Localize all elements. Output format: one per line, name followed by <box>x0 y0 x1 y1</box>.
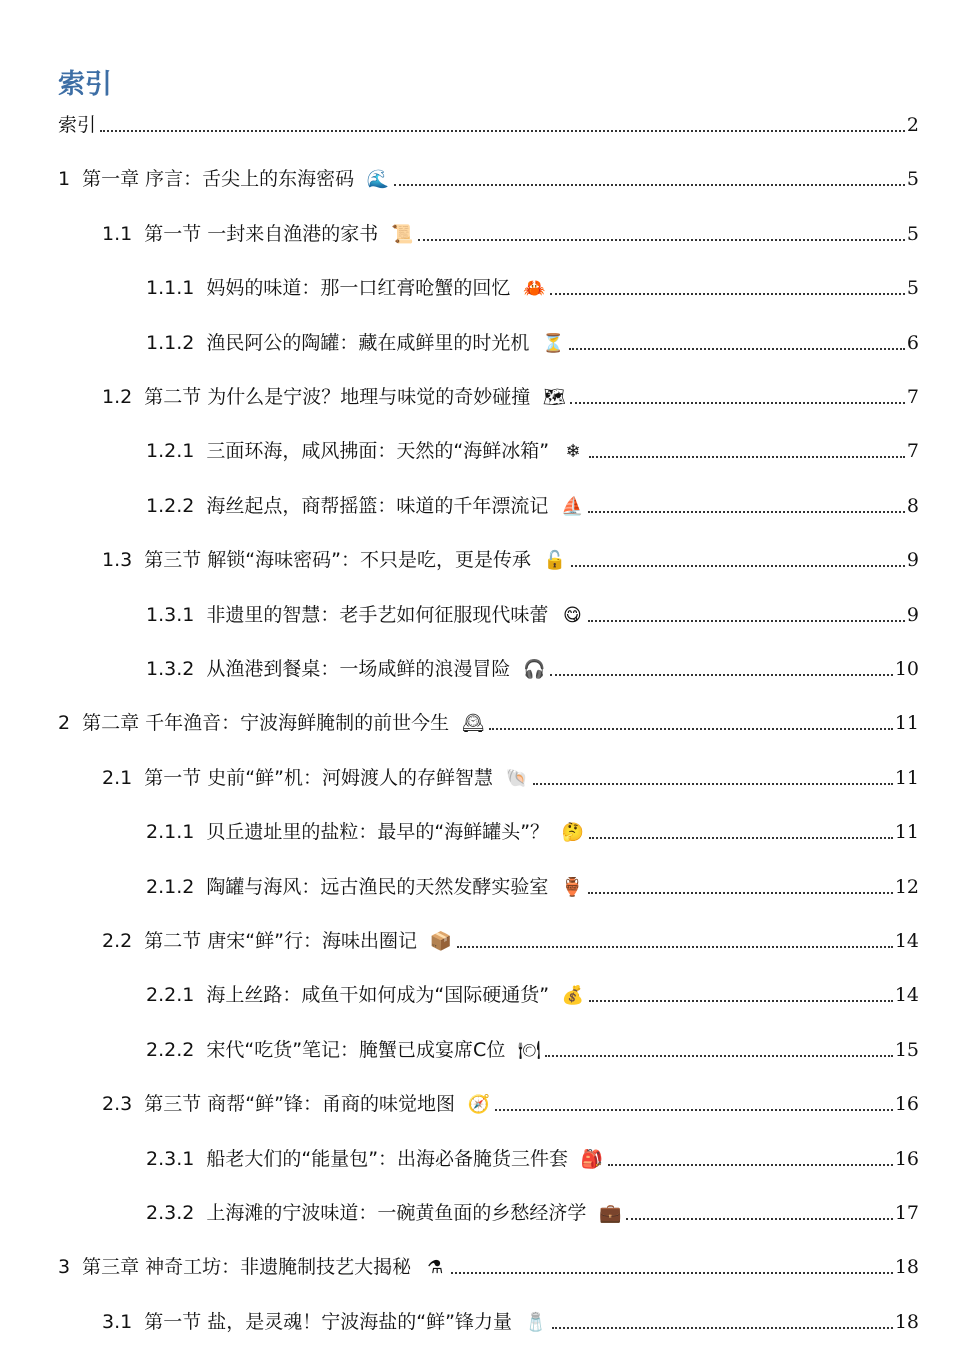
toc-page-number: 2 <box>906 114 919 136</box>
toc-number: 1.3.1 <box>146 603 195 626</box>
dot-leader <box>589 836 893 839</box>
compass-icon: 🧭 <box>467 1094 491 1116</box>
toc-row[interactable] <box>146 652 919 682</box>
toc-title: 渔民阿公的陶罐：藏在咸鲜里的时光机 <box>206 331 530 354</box>
toc-page-number: 9 <box>906 549 919 572</box>
toc-page-number: 11 <box>894 712 919 735</box>
toc-row[interactable] <box>102 380 919 410</box>
toc-page-number: 6 <box>906 331 919 354</box>
toc-row[interactable] <box>146 434 919 464</box>
toc-page-number: 16 <box>894 1093 919 1116</box>
thinking-face-icon: 🤔 <box>561 822 585 844</box>
toc-number: 2.2 <box>102 930 133 952</box>
dot-leader <box>550 292 905 295</box>
toc-row[interactable] <box>146 598 919 628</box>
dot-leader <box>589 455 905 458</box>
scroll-icon: 📜 <box>391 223 414 245</box>
dot-leader <box>457 945 893 948</box>
snowflake-icon: ❄ <box>565 441 581 463</box>
toc-title: 船老大们的“能量包”：出海必备腌货三件套 <box>206 1147 569 1170</box>
toc-row[interactable] <box>58 1250 919 1280</box>
dot-leader <box>588 510 905 513</box>
plate-cutlery-icon: 🍽 <box>517 1039 541 1061</box>
toc-number: 1.1.1 <box>146 277 195 300</box>
toc-title: 第一节 一封来自渔港的家书 <box>144 222 379 245</box>
toc-title: 第二节 唐宋“鲜”行：海味出圈记 <box>144 930 417 952</box>
toc-page-number: 18 <box>894 1310 919 1333</box>
alembic-icon: ⚗ <box>427 1257 444 1279</box>
toc-row[interactable] <box>102 1087 919 1117</box>
toc-number: 1.1 <box>102 222 133 245</box>
wave-icon: 🌊 <box>366 169 390 191</box>
dot-leader <box>100 129 905 132</box>
dot-leader <box>489 727 893 730</box>
toc-row[interactable] <box>58 706 919 736</box>
dot-leader <box>588 891 892 894</box>
dot-leader <box>552 1326 893 1329</box>
toc-page-number: 17 <box>894 1202 919 1224</box>
toc-page-number: 12 <box>894 875 919 898</box>
toc-page-number: 14 <box>894 930 919 952</box>
toc-title: 第三节 商帮“鲜”锋：甬商的味觉地图 <box>144 1093 455 1116</box>
dot-leader <box>495 1108 893 1111</box>
toc-row[interactable] <box>102 1305 919 1335</box>
toc-title: 第二章 千年渔音：宁波海鲜腌制的前世今生 <box>82 712 450 735</box>
toc-title: 第一章 序言：舌尖上的东海密码 <box>82 168 355 191</box>
toc-page-number: 5 <box>906 277 919 300</box>
toc-number: 3.1 <box>102 1310 133 1333</box>
toc-number: 1 <box>58 168 71 191</box>
toc-title: 非遗里的智慧：老手艺如何征服现代味蕾 <box>206 603 549 626</box>
dot-leader <box>569 347 905 350</box>
toc-row[interactable] <box>102 924 919 954</box>
toc-title: 三面环海，咸风拂面：天然的“海鲜冰箱” <box>206 440 550 463</box>
toc-page-number: 9 <box>906 603 919 626</box>
dot-leader <box>394 183 905 186</box>
package-icon: 📦 <box>429 931 453 952</box>
amphora-icon: 🏺 <box>561 876 584 898</box>
briefcase-icon: 💼 <box>599 1203 622 1224</box>
toc-number: 2.2.1 <box>146 984 195 1007</box>
toc-page-number: 10 <box>894 658 919 680</box>
mantel-clock-icon: 🕰 <box>461 713 485 735</box>
map-icon: 🗺 <box>542 387 566 408</box>
crab-icon: 🦀 <box>523 278 546 300</box>
toc-row[interactable] <box>102 217 919 247</box>
toc-number: 2.1.2 <box>146 875 195 898</box>
dot-leader <box>588 619 905 622</box>
shell-icon: 🐚 <box>505 767 529 789</box>
toc-row[interactable] <box>58 108 919 138</box>
toc-title: 索引 <box>58 114 97 136</box>
page-title: 索引 <box>58 69 112 100</box>
toc-page-number: 18 <box>894 1256 919 1279</box>
toc-title: 妈妈的味道：那一口红膏呛蟹的回忆 <box>206 277 511 300</box>
toc-title: 第一节 盐，是灵魂！宁波海盐的“鲜”锋力量 <box>144 1310 512 1333</box>
toc-page-number: 16 <box>894 1147 919 1170</box>
toc-number: 2.1.1 <box>146 821 195 844</box>
toc-title: 贝丘遗址里的盐粒：最早的“海鲜罐头”？ <box>206 821 550 844</box>
toc-number: 1.3.2 <box>146 658 195 680</box>
dot-leader <box>533 782 893 785</box>
toc-row[interactable] <box>146 489 919 519</box>
toc-number: 1.2.1 <box>146 440 195 463</box>
dot-leader <box>589 999 893 1002</box>
toc-title: 第一节 史前“鲜”机：河姆渡人的存鲜智慧 <box>144 766 493 789</box>
toc-row[interactable] <box>146 870 919 900</box>
toc-title: 宋代“吃货”笔记：腌蟹已成宴席C位 <box>206 1038 506 1061</box>
headphones-icon: 🎧 <box>523 659 546 680</box>
toc-page-number: 8 <box>906 494 919 517</box>
dot-leader <box>451 1271 893 1274</box>
toc-title: 第三节 解锁“海味密码”：不只是吃，更是传承 <box>144 549 531 572</box>
toc-number: 1.1.2 <box>146 331 195 354</box>
toc-number: 3 <box>58 1256 71 1279</box>
toc-row[interactable] <box>58 162 919 192</box>
dot-leader <box>626 1217 892 1220</box>
toc-number: 1.3 <box>102 549 133 572</box>
toc-page-number: 7 <box>906 386 919 408</box>
dot-leader <box>550 673 892 676</box>
salt-shaker-icon: 🧂 <box>524 1311 548 1333</box>
toc-title: 上海滩的宁波味道：一碗黄鱼面的乡愁经济学 <box>206 1202 587 1224</box>
toc-page-number: 11 <box>894 821 919 844</box>
toc-row[interactable] <box>146 1196 919 1226</box>
toc-row[interactable] <box>146 1033 919 1063</box>
toc-number: 2.3 <box>102 1093 133 1116</box>
toc-number: 2.2.2 <box>146 1038 195 1061</box>
toc-row[interactable] <box>102 761 919 791</box>
hourglass-icon: ⏳ <box>542 332 565 354</box>
yum-face-icon: 😋 <box>562 604 582 626</box>
toc-row[interactable] <box>102 543 919 573</box>
toc-title: 海上丝路：咸鱼干如何成为“国际硬通货” <box>206 984 550 1007</box>
dot-leader <box>571 564 905 567</box>
toc-page-number: 5 <box>906 222 919 245</box>
money-bag-icon: 💰 <box>561 985 585 1007</box>
toc-page-number: 11 <box>894 766 919 789</box>
toc-number: 1.2 <box>102 386 133 408</box>
toc-row[interactable] <box>146 1142 919 1172</box>
toc-title: 从渔港到餐桌：一场咸鲜的浪漫冒险 <box>206 658 511 680</box>
toc-number: 2.1 <box>102 766 133 789</box>
toc-page-number: 14 <box>894 984 919 1007</box>
sailboat-icon: ⛵ <box>561 495 584 517</box>
toc-title: 第二节 为什么是宁波？地理与味觉的奇妙碰撞 <box>144 386 531 408</box>
toc-row[interactable] <box>146 326 919 356</box>
dot-leader <box>545 1054 892 1057</box>
dot-leader <box>608 1163 893 1166</box>
dot-leader <box>570 401 905 404</box>
toc-number: 1.2.2 <box>146 494 195 517</box>
toc-row[interactable] <box>146 271 919 301</box>
toc-number: 2.3.2 <box>146 1202 195 1224</box>
unlock-icon: 🔓 <box>543 550 567 572</box>
backpack-icon: 🎒 <box>580 1148 604 1170</box>
toc-page-number: 15 <box>894 1038 919 1061</box>
toc-title: 陶罐与海风：远古渔民的天然发酵实验室 <box>206 875 549 898</box>
toc-number: 2.3.1 <box>146 1147 195 1170</box>
toc-number: 2 <box>58 712 71 735</box>
dot-leader <box>418 238 905 241</box>
toc-title: 第三章 神奇工坊：非遗腌制技艺大揭秘 <box>82 1256 412 1279</box>
toc-page-number: 5 <box>906 168 919 191</box>
toc-row[interactable] <box>146 978 919 1008</box>
toc-title: 海丝起点，商帮摇篮：味道的千年漂流记 <box>206 494 549 517</box>
toc-row[interactable] <box>146 815 919 845</box>
toc-page-number: 7 <box>906 440 919 463</box>
